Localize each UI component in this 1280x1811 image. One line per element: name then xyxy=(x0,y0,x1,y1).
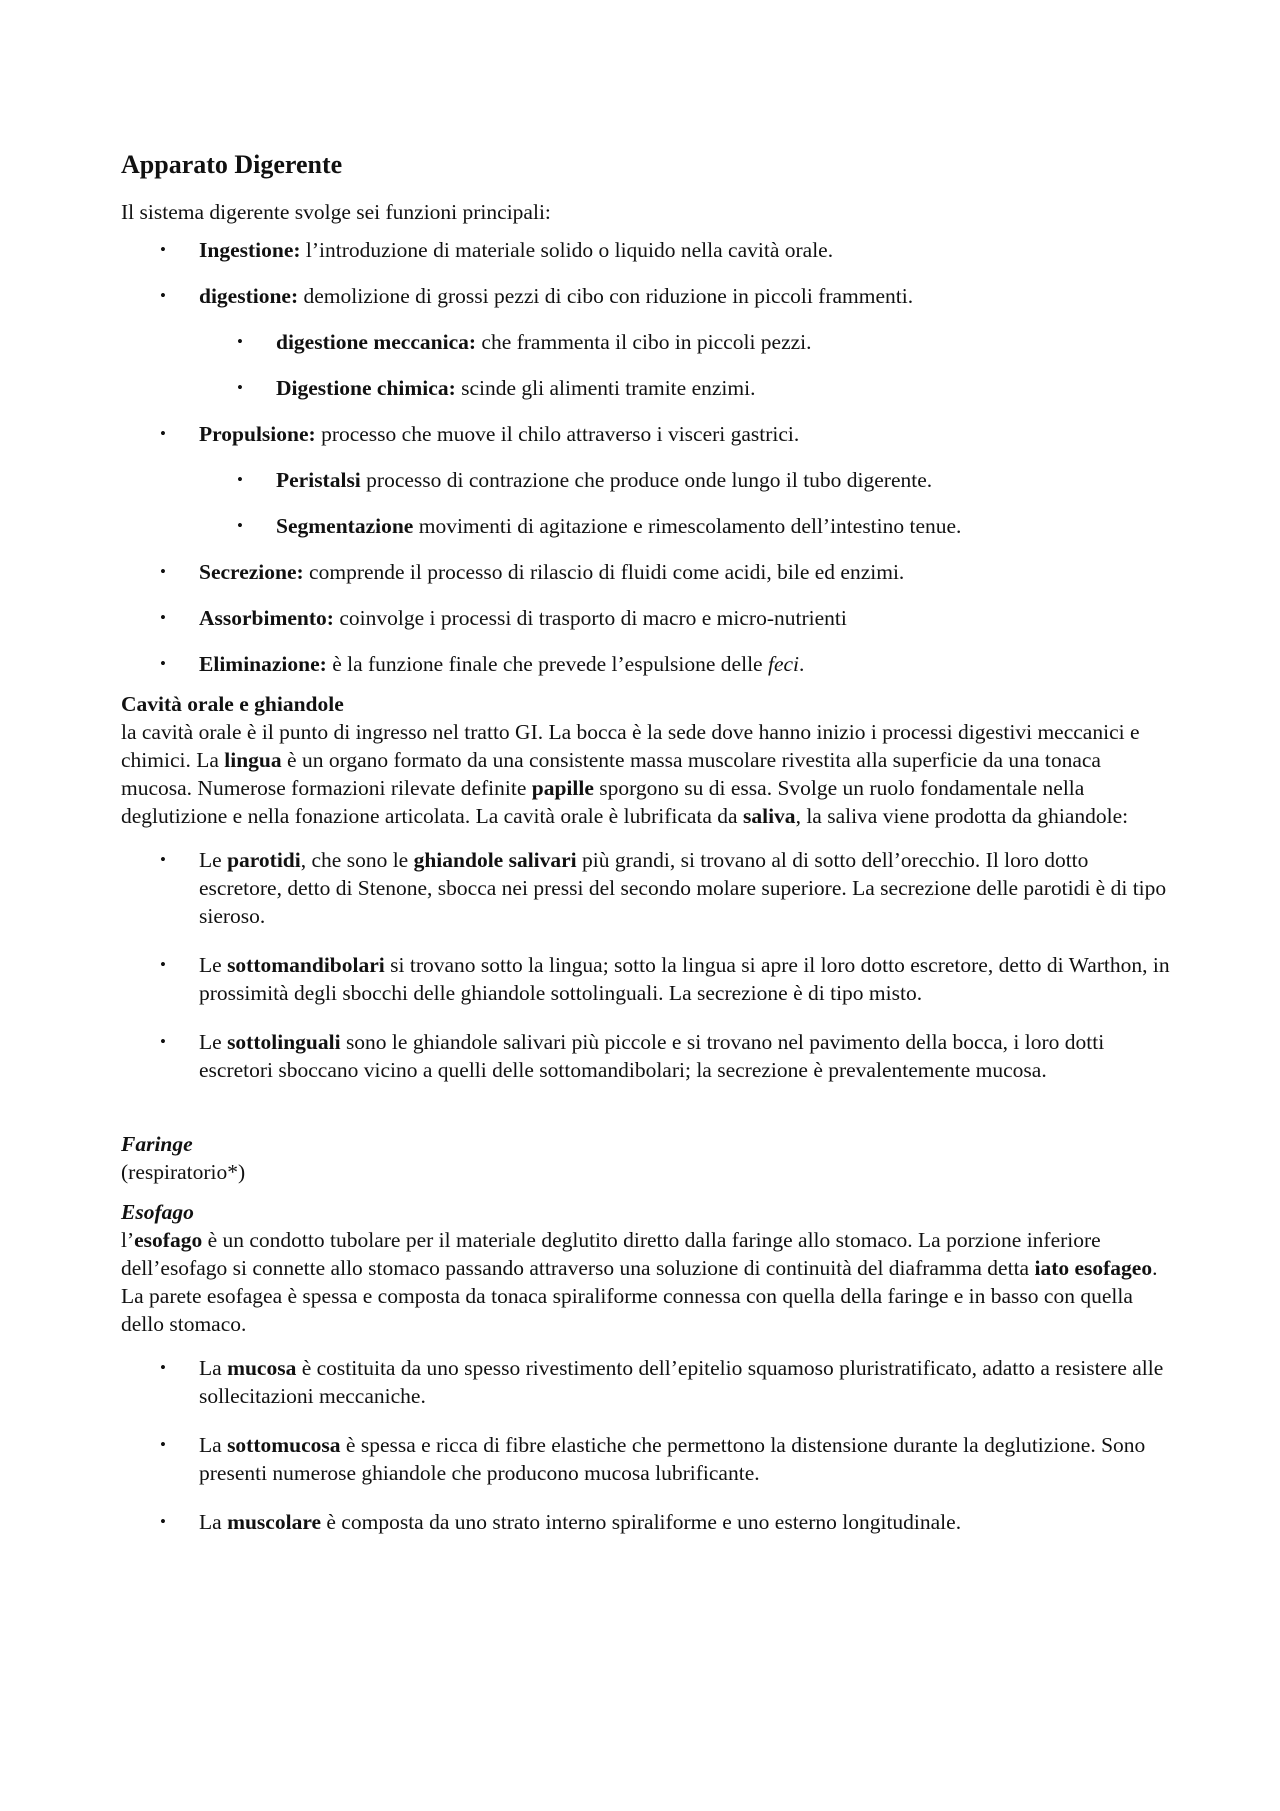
glands-list xyxy=(121,846,1171,1084)
page-title: Apparato Digerente xyxy=(121,150,343,179)
list-item: • Peristalsi processo di contrazione che produce onde lungo il tubo digerente. xyxy=(121,466,1171,494)
oral-paragraph: la cavità orale è il punto di ingresso nel tratto GI. La bocca è la sede dove hanno inizio i processi digestivi meccanici e chimici. La lingua è un organo formato da una consistente massa muscolare rivestita alla superficie da una tonaca mucosa. Numerose formazioni rilevate definite papille sporgono su di essa. Svolge un ruolo fondamentale nella deglutizione e nella fonazione articolata. La cavità orale è lubrificata da saliva, la saliva viene prodotta da ghiandole: xyxy=(121,720,1140,828)
functions-list xyxy=(121,236,1171,678)
sub-list xyxy=(121,466,1171,540)
document-body xyxy=(121,148,1171,1536)
list-item: • digestione: demolizione di grossi pezzi di cibo con riduzione in piccoli frammenti. • digestione meccanica: che frammenta il cibo in piccoli pezzi. • Digestione chimica: scinde gli alimenti tramite enzimi. xyxy=(121,282,1171,402)
section-heading-faringe: Faringe xyxy=(121,1132,193,1156)
list-item: • Le sottolinguali sono le ghiandole salivari più piccole e si trovano nel pavimento della bocca, i loro dotti escretori sboccano vicino a quelli delle sottomandibolari; la secrezione è prevalentemente mucosa. xyxy=(121,1028,1171,1084)
section-heading-esofago: Esofago xyxy=(121,1200,194,1224)
sub-list xyxy=(121,328,1171,402)
list-item: • La mucosa è costituita da uno spesso rivestimento dell’epitelio squamoso pluristratificato, adatto a resistere alle sollecitazioni meccaniche. xyxy=(121,1354,1171,1410)
faringe-note: (respiratorio*) xyxy=(121,1160,246,1184)
list-item: • Propulsione: processo che muove il chilo attraverso i visceri gastrici. • Peristalsi processo di contrazione che produce onde lungo il tubo digerente. • Segmentazione movimenti di agitazione e rimescolamento dell’intestino tenue. xyxy=(121,420,1171,540)
list-item: • Le sottomandibolari si trovano sotto la lingua; sotto la lingua si apre il loro dotto escretore, detto di Warthon, in prossimità degli sbocchi delle ghiandole sottolinguali. La secrezione è di tipo misto. xyxy=(121,951,1171,1007)
list-item: • La muscolare è composta da uno strato interno spiraliforme e uno esterno longitudinale. xyxy=(121,1508,1171,1536)
section-heading-oral: Cavità orale e ghiandole xyxy=(121,692,344,716)
list-item: • Secrezione: comprende il processo di rilascio di fluidi come acidi, bile ed enzimi. xyxy=(121,558,1171,586)
intro-paragraph: Il sistema digerente svolge sei funzioni principali: xyxy=(121,200,551,224)
list-item: • digestione meccanica: che frammenta il cibo in piccoli pezzi. xyxy=(121,328,1171,356)
list-item: • Segmentazione movimenti di agitazione e rimescolamento dell’intestino tenue. xyxy=(121,512,1171,540)
list-item: • Assorbimento: coinvolge i processi di trasporto di macro e micro-nutrienti xyxy=(121,604,1171,632)
list-item: • Le parotidi, che sono le ghiandole salivari più grandi, si trovano al di sotto dell’orecchio. Il loro dotto escretore, detto di Stenone, sbocca nei pressi del secondo molare superiore. La secrezione delle parotidi è di tipo sieroso. xyxy=(121,846,1171,930)
list-item: • Eliminazione: è la funzione finale che prevede l’espulsione delle feci. xyxy=(121,650,1171,678)
list-item: • La sottomucosa è spessa e ricca di fibre elastiche che permettono la distensione durante la deglutizione. Sono presenti numerose ghiandole che producono mucosa lubrificante. xyxy=(121,1431,1171,1487)
esofago-paragraph: l’esofago è un condotto tubolare per il materiale deglutito diretto dalla faringe allo stomaco. La porzione inferiore dell’esofago si connette allo stomaco passando attraverso una soluzione di continuità del diaframma detta iato esofageo. La parete esofagea è spessa e composta da tonaca spiraliforme connessa con quella della faringe e in basso con quella dello stomaco. xyxy=(121,1228,1158,1336)
esofago-layers-list xyxy=(121,1354,1171,1536)
list-item: • Ingestione: l’introduzione di materiale solido o liquido nella cavità orale. xyxy=(121,236,1171,264)
list-item: • Digestione chimica: scinde gli alimenti tramite enzimi. xyxy=(121,374,1171,402)
